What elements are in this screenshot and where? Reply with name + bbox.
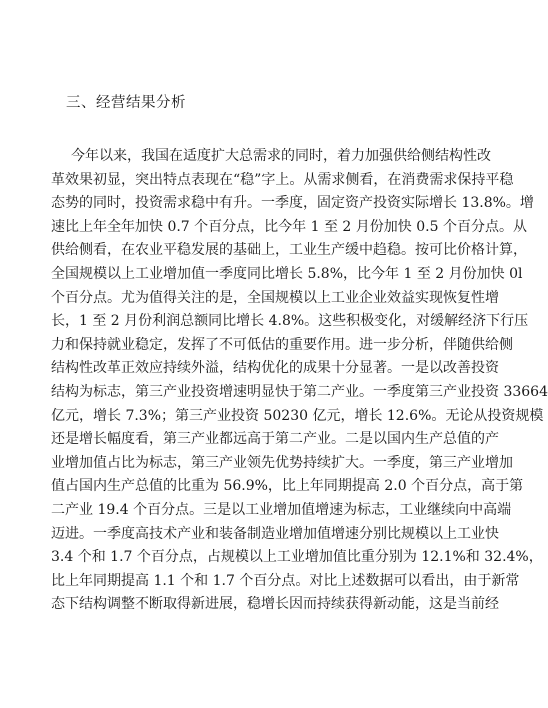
text-line: 结构性改革正效应持续外溢，结构优化的成果十分显著。一是以改善投资 bbox=[51, 360, 499, 377]
text-line: 值占国内生产总值的比重为 56.9%，比上年同期提高 2.0 个百分点，高于第 bbox=[51, 478, 524, 495]
text-line: 亿元，增长 7.3%；第三产业投资 50230 亿元，增长 12.6%。无论从投资规模 bbox=[51, 407, 544, 424]
text-line: 比上年同期提高 1.1 个和 1.7 个百分点。对比上述数据可以看出，由于新常 bbox=[51, 572, 520, 589]
text-line: 革效果初显，突出特点表现在“稳”字上。从需求侧看，在消费需求保持平稳 bbox=[51, 171, 514, 188]
text-line: 速比上年全年加快 0.7 个百分点，比今年 1 至 2 月份加快 0.5 个百分点。从 bbox=[51, 218, 527, 235]
text-line: 态下结构调整不断取得新进展，稳增长因而持续获得新动能，这是当前经 bbox=[51, 596, 499, 613]
text-line: 今年以来，我国在适度扩大总需求的同时，着力加强供给侧结构性改 bbox=[71, 148, 491, 164]
text-line: 迈进。一季度高技术产业和装备制造业增加值增速分别比规模以上工业快 bbox=[51, 525, 499, 542]
text-line: 还是增长幅度看，第三产业都远高于第二产业。二是以国内生产总值的产 bbox=[51, 431, 499, 448]
text-line: 供给侧看，在农业平稳发展的基础上，工业生产缓中趋稳。按可比价格计算， bbox=[51, 242, 527, 259]
text-line: 全国规模以上工业增加值一季度同比增长 5.8%，比今年 1 至 2 月份加快 0l bbox=[51, 265, 523, 282]
body-paragraph bbox=[51, 145, 548, 617]
text-line: 态势的同时，投资需求稳中有升。一季度，固定资产投资实际增长 13.8%。增 bbox=[51, 195, 534, 212]
text-line: 3.4 个和 1.7 个百分点，占规模以上工业增加值比重分别为 12.1%和 32.4%， bbox=[51, 549, 543, 566]
text-line: 二产业 19.4 个百分点。三是以工业增加值增速为标志，工业继续向中高端 bbox=[51, 501, 512, 518]
text-line: 业增加值占比为标志，第三产业领先优势持续扩大。一季度，第三产业增加 bbox=[51, 454, 513, 471]
text-line: 长，1 至 2 月份利润总额同比增长 4.8%。这些积极变化，对缓解经济下行压 bbox=[51, 313, 529, 330]
section-heading: 三、经营结果分析 bbox=[66, 95, 186, 111]
text-line: 力和保持就业稳定，发挥了不可低估的重要作用。进一步分析，伴随供给侧 bbox=[51, 336, 513, 353]
text-line: 结构为标志，第三产业投资增速明显快于第二产业。一季度第三产业投资 33664 bbox=[51, 383, 548, 400]
text-line: 个百分点。尤为值得关注的是，全国规模以上工业企业效益实现恢复性增 bbox=[51, 289, 499, 306]
